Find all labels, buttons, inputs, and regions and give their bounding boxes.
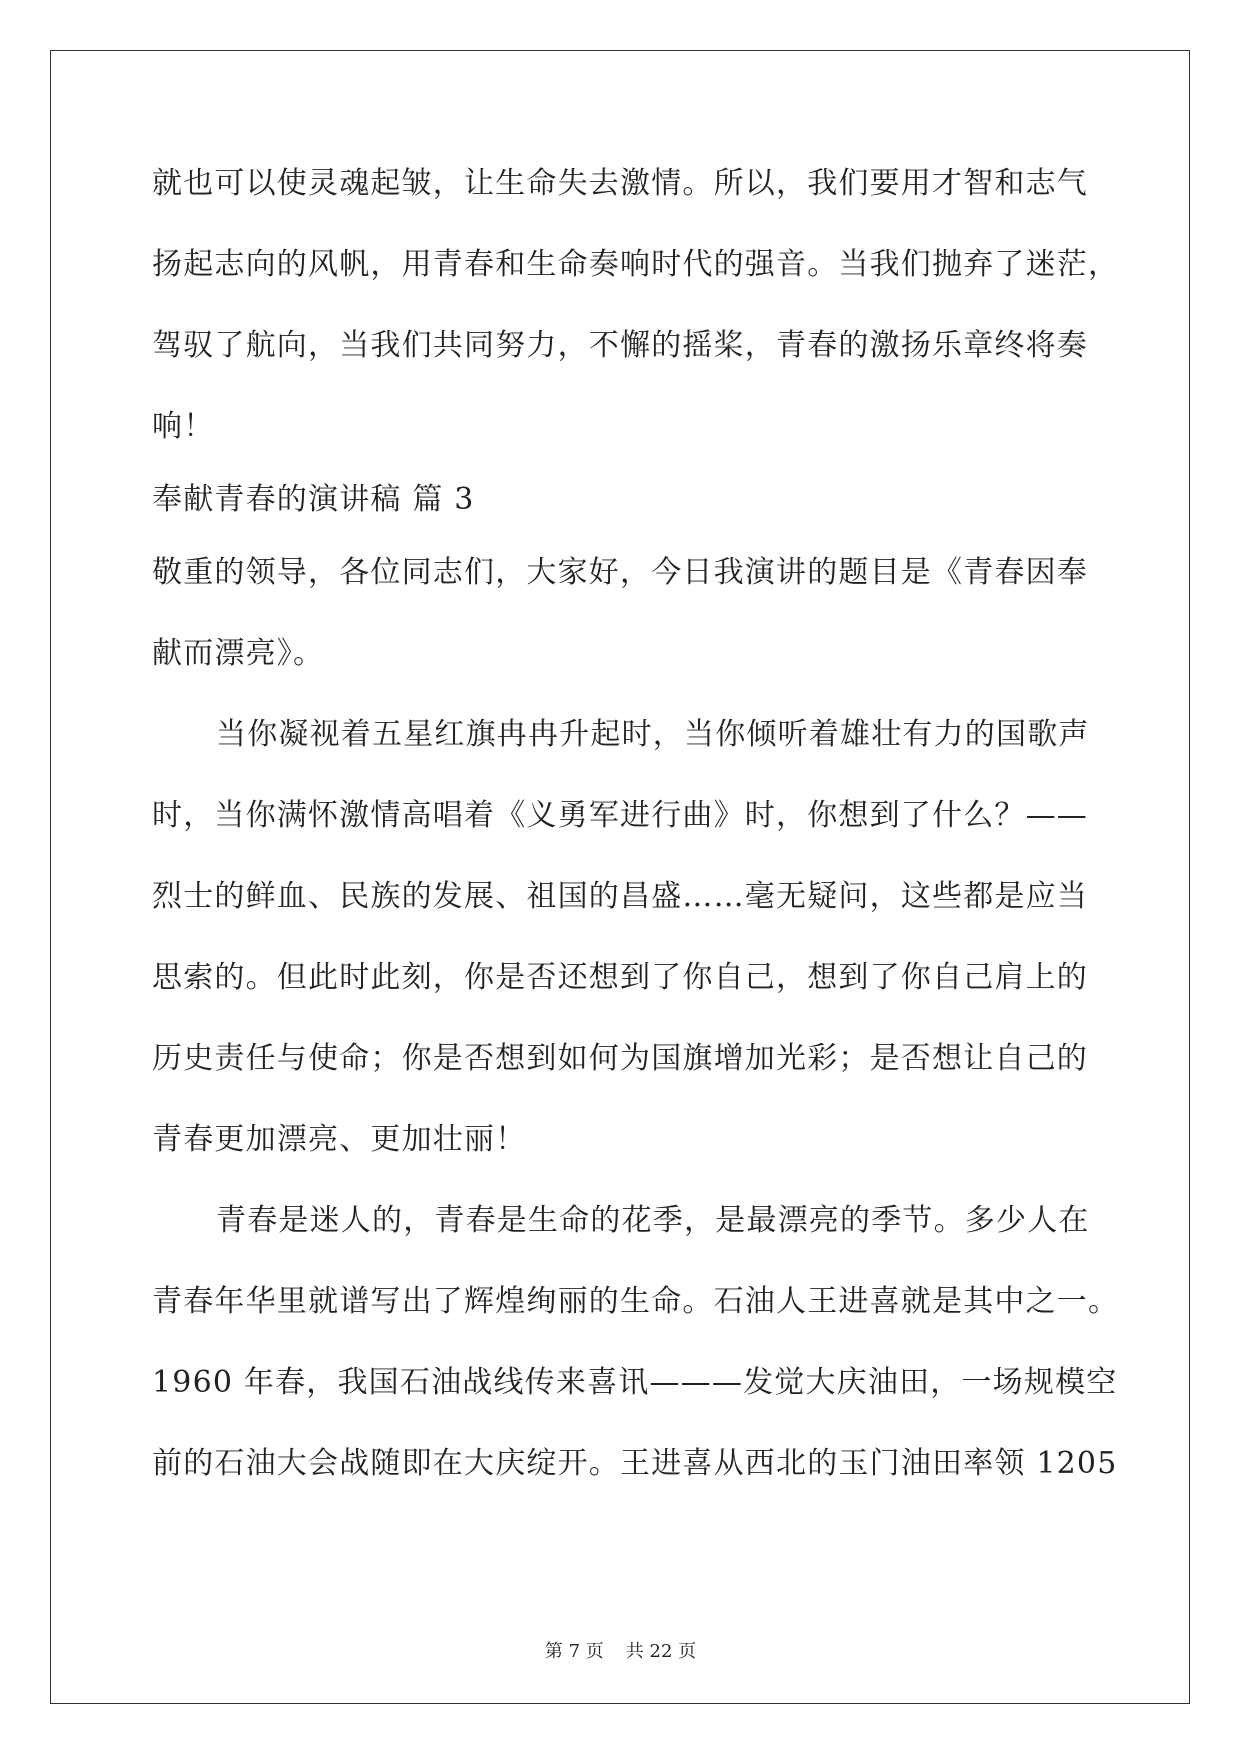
page-total: 共 22 页 xyxy=(625,1641,697,1662)
text-line: 敬重的领导，各位同志们，大家好，今日我演讲的题目是《青春因奉 xyxy=(152,555,1088,590)
paragraph-start: 青春是迷人的，青春是生命的花季，是最漂亮的季节。多少人在 xyxy=(216,1203,1090,1238)
page-footer xyxy=(0,1640,1241,1664)
text-line: 献而漂亮》。 xyxy=(152,636,325,671)
text-line: 思索的。但此时此刻，你是否还想到了你自己，想到了你自己肩上的 xyxy=(152,960,1088,995)
text-line: 青春更加漂亮、更加壮丽！ xyxy=(152,1122,527,1157)
page-number: 第 7 页 xyxy=(544,1641,604,1662)
section-heading: 奉献青春的演讲稿 篇 3 xyxy=(152,482,475,517)
text-line: 时，当你满怀激情高唱着《义勇军进行曲》时，你想到了什么？—— xyxy=(152,798,1088,833)
text-line: 1960 年春，我国石油战线传来喜讯———发觉大庆油田，一场规模空 xyxy=(152,1365,1118,1400)
text-line: 就也可以使灵魂起皱，让生命失去激情。所以，我们要用才智和志气 xyxy=(152,166,1088,201)
text-line: 驾驭了航向，当我们共同努力，不懈的摇桨，青春的激扬乐章终将奏 xyxy=(152,328,1088,363)
text-line: 扬起志向的风帆，用青春和生命奏响时代的强音。当我们抛弃了迷茫， xyxy=(152,247,1120,282)
text-line: 前的石油大会战随即在大庆绽开。王进喜从西北的玉门油田率领 1205 xyxy=(152,1446,1118,1481)
paragraph-start: 当你凝视着五星红旗冉冉升起时，当你倾听着雄壮有力的国歌声 xyxy=(216,717,1090,752)
document-body xyxy=(152,163,1120,1524)
text-line: 响！ xyxy=(152,409,215,444)
text-line: 历史责任与使命；你是否想到如何为国旗增加光彩；是否想让自己的 xyxy=(152,1041,1088,1076)
text-line: 烈士的鲜血、民族的发展、祖国的昌盛……毫无疑问，这些都是应当 xyxy=(152,879,1088,914)
text-line: 青春年华里就谱写出了辉煌绚丽的生命。石油人王进喜就是其中之一。 xyxy=(152,1284,1120,1319)
